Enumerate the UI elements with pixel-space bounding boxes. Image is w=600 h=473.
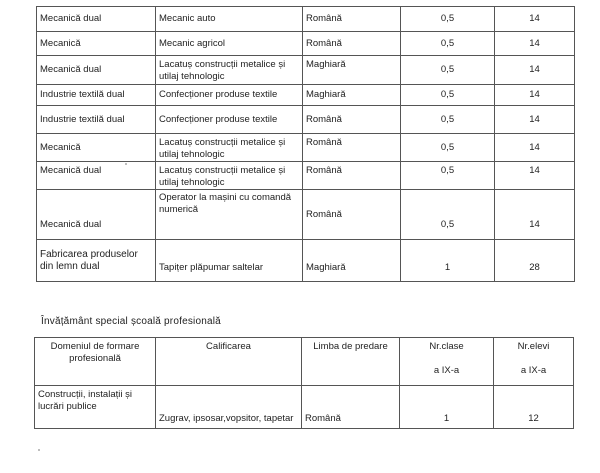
cell-qualification: Operator la mașini cu comandă numerică <box>156 190 303 240</box>
table-header-row <box>35 338 574 386</box>
header-students <box>494 338 574 386</box>
cell-qualification: Lacatuș construcții metalice și utilaj tehnologic <box>156 56 303 85</box>
cell-domain: Mecanică dual <box>37 56 156 85</box>
cell-classes: 0,5 <box>401 190 495 240</box>
cell-classes: 1 <box>401 240 495 282</box>
section-title: Învățământ special școală profesională <box>41 316 221 327</box>
cell-language: Maghiară <box>303 56 401 85</box>
header-students-grade: a IX-a <box>520 365 547 376</box>
cell-domain: Industrie textilă dual <box>37 106 156 134</box>
table-row <box>37 162 575 190</box>
cell-classes: 1 <box>400 386 494 429</box>
cell-domain: Industrie textilă dual <box>37 85 156 106</box>
table-row <box>37 240 575 282</box>
cell-classes: 0,5 <box>401 85 495 106</box>
header-language: Limba de predare <box>302 338 400 386</box>
cell-domain: Construcții, instalații și lucrări publice <box>35 386 156 429</box>
cell-language: Maghiară <box>303 240 401 282</box>
cell-domain: Mecanică dual <box>37 190 156 240</box>
cell-students: 14 <box>495 85 575 106</box>
cell-classes: 0,5 <box>401 162 495 190</box>
cell-students: 14 <box>495 162 575 190</box>
header-classes-grade: a IX-a <box>433 365 460 376</box>
cell-qualification: Mecanic agricol <box>156 32 303 56</box>
cell-classes: 0,5 <box>401 134 495 162</box>
cell-students: 14 <box>495 56 575 85</box>
cell-domain: Mecanică dual <box>37 7 156 32</box>
cell-qualification: Confecționer produse textile <box>156 85 303 106</box>
header-students-label: Nr.elevi <box>517 341 550 352</box>
header-classes-label: Nr.clase <box>429 341 464 352</box>
table-row <box>37 190 575 240</box>
cell-language: Română <box>303 190 401 240</box>
table-row <box>37 32 575 56</box>
cell-language: Maghiară <box>303 85 401 106</box>
cell-qualification: Mecanic auto <box>156 7 303 32</box>
cell-language: Română <box>303 162 401 190</box>
cell-language: Română <box>302 386 400 429</box>
cell-qualification: Tapițer plăpumar saltelar <box>156 240 303 282</box>
cell-classes: 0,5 <box>401 56 495 85</box>
bottom-table <box>34 337 574 429</box>
cell-domain: Mecanică dual <box>37 162 156 190</box>
scan-speck <box>125 163 127 165</box>
table-row <box>37 56 575 85</box>
table-row <box>37 134 575 162</box>
table-row <box>37 85 575 106</box>
cell-students: 12 <box>494 386 574 429</box>
cell-language: Română <box>303 32 401 56</box>
cell-students: 14 <box>495 106 575 134</box>
cell-qualification: Confecționer produse textile <box>156 106 303 134</box>
table-row <box>35 386 574 429</box>
top-table <box>36 6 575 282</box>
header-classes <box>400 338 494 386</box>
cell-qualification: Lacatuș construcții metalice și utilaj tehnologic <box>156 162 303 190</box>
cell-students: 14 <box>495 134 575 162</box>
cell-domain: Fabricarea produselor din lemn dual <box>37 240 156 282</box>
scan-speck <box>38 449 40 451</box>
cell-language: Română <box>303 7 401 32</box>
cell-students: 28 <box>495 240 575 282</box>
cell-classes: 0,5 <box>401 7 495 32</box>
cell-language: Română <box>303 134 401 162</box>
cell-domain: Mecanică <box>37 32 156 56</box>
cell-qualification: Lacatuș construcții metalice și utilaj tehnologic <box>156 134 303 162</box>
table-row <box>37 7 575 32</box>
cell-domain: Mecanică <box>37 134 156 162</box>
table-row <box>37 106 575 134</box>
cell-classes: 0,5 <box>401 106 495 134</box>
cell-qualification: Zugrav, ipsosar,vopsitor, tapetar <box>156 386 302 429</box>
header-domain: Domeniul de formare profesională <box>35 338 156 386</box>
cell-students: 14 <box>495 32 575 56</box>
cell-students: 14 <box>495 7 575 32</box>
cell-students: 14 <box>495 190 575 240</box>
cell-classes: 0,5 <box>401 32 495 56</box>
header-qualification: Calificarea <box>156 338 302 386</box>
cell-language: Română <box>303 106 401 134</box>
